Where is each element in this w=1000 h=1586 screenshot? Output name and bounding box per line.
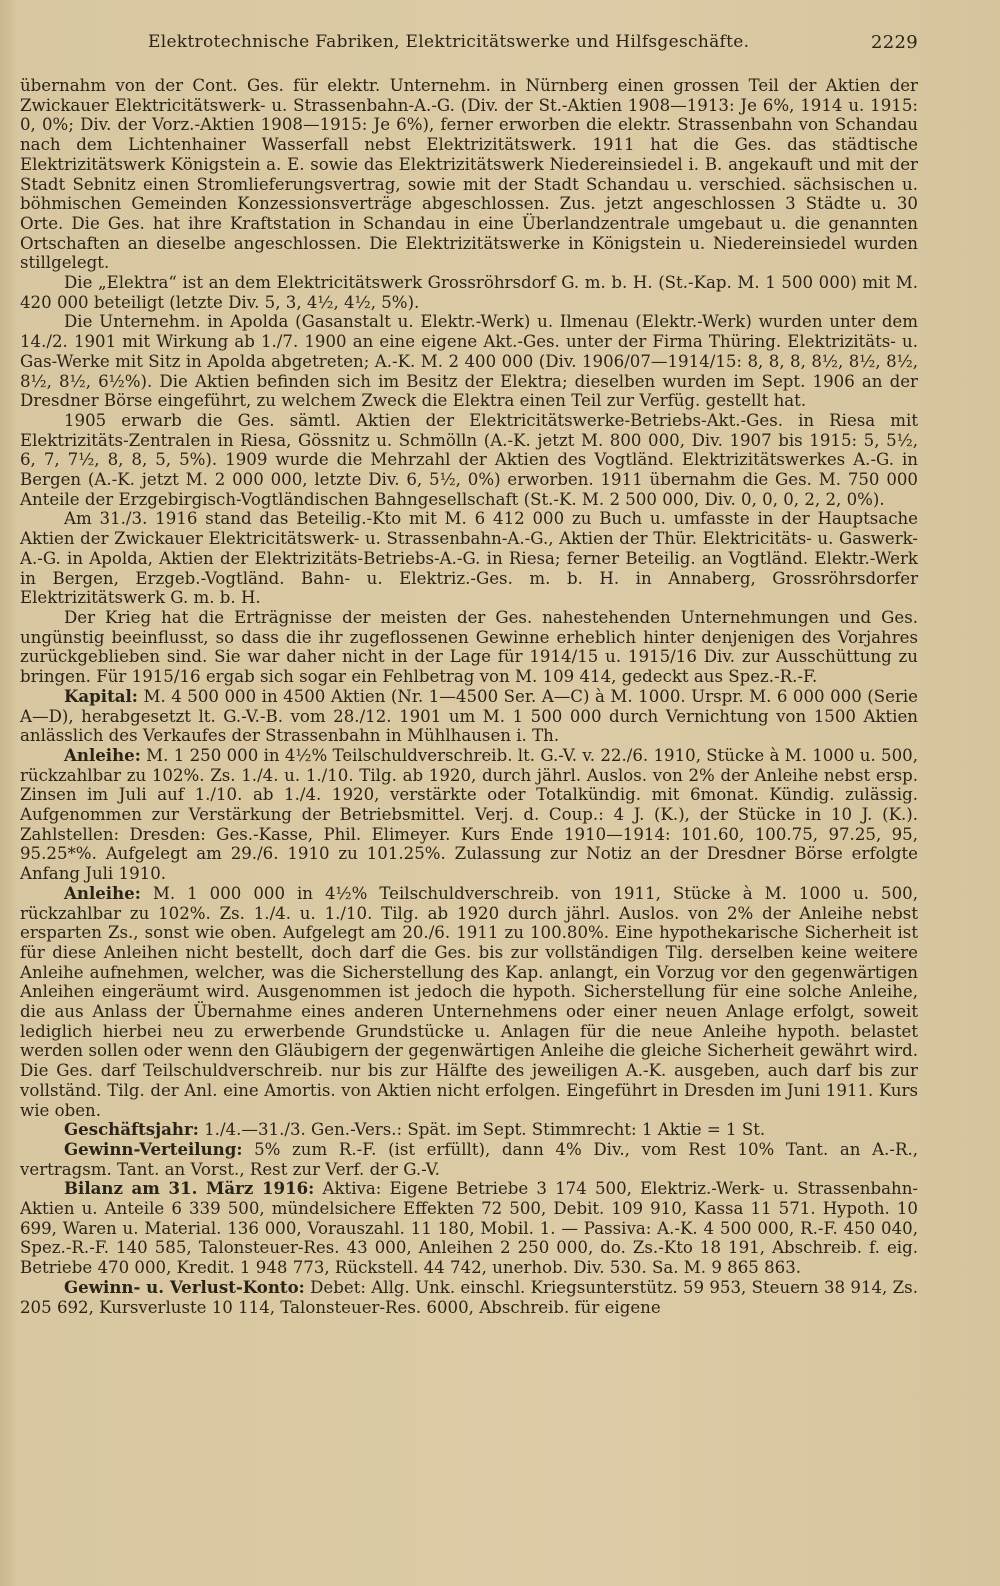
section-label: Anleihe: bbox=[64, 744, 141, 765]
paragraph-bilanz: Bilanz am 31. März 1916: Aktiva: Eigene Betriebe 3 174 500, Elektriz.-Werk- u. Strassenbahn-Aktien u. Anteile 6 339 500, mündelsichere Effekten 72 500, Debit. 109 910, Kassa 11 571. Hypoth. 10 699, Waren u. Material. 136 000, Vorauszahl. 11 180, Mobil. 1. — Passiva: A.-K. 4 500 000, R.-F. 450 040, Spez.-R.-F. 140 585, Talonsteuer-Res. 43 000, Anleihen 2 250 000, do. Zs.-Kto 18 191, Abschreib. f. eig. Betriebe 470 000, Kredit. 1 948 773, Rückstell. 44 742, unerhob. Div. 530. Sa. M. 9 865 863. bbox=[20, 1178, 918, 1278]
running-title: Elektrotechnische Fabriken, Elektricitätswerke und Hilfsgeschäfte. bbox=[148, 32, 750, 52]
paragraph: Am 31./3. 1916 stand das Beteilig.-Kto mit M. 6 412 000 zu Buch u. umfasste in der Hauptsache Aktien der Zwickauer Elektricitätswerk- u. Strassenbahn-A.-G., Aktien der Thür. Elektricitäts- u. Gaswerk-A.-G. in Apolda, Aktien der Elektrizitäts-Betriebs-A.-G. in Riesa; ferner Beteilig. an Vogtländ. Elektr.-Werk in Bergen, Erzgeb.-Vogtländ. Bahn- u. Elektriz.-Ges. m. b. H. in Annaberg, Grossröhrsdorfer Elektrizitätswerk G. m. b. H. bbox=[20, 509, 918, 608]
section-label: Gewinn- u. Verlust-Konto: bbox=[64, 1276, 305, 1297]
paragraph-anleihe-1: Anleihe: M. 1 250 000 in 4½% Teilschuldverschreib. lt. G.-V. v. 22./6. 1910, Stücke à M. 1000 u. 500, rückzahlbar zu 102%. Zs. 1./4. u. 1./10. Tilg. ab 1920, durch jährl. Auslos. von 2% der Anleihe nebst ersp. Zinsen im Juli auf 1./10. ab 1./4. 1920, verstärkte oder Totalkündig. mit 6monat. Kündig. zulässig. Aufgenommen zur Verstärkung der Betriebsmittel. Verj. d. Coup.: 4 J. (K.), der Stücke in 10 J. (K.). Zahlstellen: Dresden: Ges.-Kasse, Phil. Elimeyer. Kurs Ende 1910—1914: 101.60, 100.75, 97.25, 95, 95.25*%. Aufgelegt am 29./6. 1910 zu 101.25%. Zulassung zur Notiz an der Dresdner Börse erfolgte Anfang Juli 1910. bbox=[20, 744, 918, 884]
body-text bbox=[20, 76, 918, 1317]
section-label: Anleihe: bbox=[64, 882, 141, 903]
page-number: 2229 bbox=[870, 32, 918, 53]
paragraph-kapital: Kapital: M. 4 500 000 in 4500 Aktien (Nr. 1—4500 Ser. A—C) à M. 1000. Urspr. M. 6 000 000 (Serie A—D), herabgesetzt lt. G.-V.-B. vom 28./12. 1901 um M. 1 500 000 durch Vernichtung von 1500 Aktien anlässlich des Verkaufes der Strassenbahn in Mühlhausen i. Th. bbox=[20, 685, 918, 746]
page-header bbox=[20, 32, 918, 58]
paragraph: Die Unternehm. in Apolda (Gasanstalt u. Elektr.-Werk) u. Ilmenau (Elektr.-Werk) wurden unter dem 14./2. 1901 mit Wirkung ab 1./7. 1900 an eine eigene Akt.-Ges. unter der Firma Thüring. Elektrizitäts- u. Gas-Werke mit Sitz in Apolda abgetreten; A.-K. M. 2 400 000 (Div. 1906/07—1914/15: 8, 8, 8, 8½, 8½, 8½, 8½, 8½, 6½%). Die Aktien befinden sich im Besitz der Elektra; dieselben wurden im Sept. 1906 an der Dresdner Börse eingeführt, zu welchem Zweck die Elektra einen Teil zur Verfüg. gestellt hat. bbox=[20, 312, 918, 411]
paragraph-gewinn-verteilung: Gewinn-Verteilung: 5% zum R.-F. (ist erfüllt), dann 4% Div., vom Rest 10% Tant. an A.-R., vertragsm. Tant. an Vorst., Rest zur Verf. der G.-V. bbox=[20, 1138, 919, 1179]
paragraph: übernahm von der Cont. Ges. für elektr. Unternehm. in Nürnberg einen grossen Teil der Aktien der Zwickauer Elektricitätswerk- u. Strassenbahn-A.-G. (Div. der St.-Aktien 1908—1913: Je 6%, 1914 u. 1915: 0, 0%; Div. der Vorz.-Aktien 1908—1915: Je 6%), ferner erworben die elektr. Strassenbahn von Schandau nach dem Lichtenhainer Wasserfall nebst Elektrizitätswerk. 1911 hat die Ges. das städtische Elektrizitätswerk Königstein a. E. sowie das Elektrizitätswerk Niedereinsiedel i. B. angekauft und mit der Stadt Sebnitz einen Stromlieferungsvertrag, sowie mit der Stadt Schandau u. verschied. sächsischen u. böhmischen Gemeinden Konzessionsverträge abgeschlossen. Zus. jetzt angeschlossen 3 Städte u. 30 Orte. Die Ges. hat ihre Kraftstation in Schandau in eine Überlandzentrale umgebaut u. die genannten Ortschaften an dieselbe angeschlossen. Die Elektrizitätswerke in Königstein u. Niedereinsiedel wurden stillgelegt. bbox=[20, 76, 918, 273]
paragraph-anleihe-2: Anleihe: M. 1 000 000 in 4½% Teilschuldverschreib. von 1911, Stücke à M. 1000 u. 500, rückzahlbar zu 102%. Zs. 1./4. u. 1./10. Tilg. ab 1920 durch jährl. Auslos. von 2% der Anleihe nebst ersparten Zs., sonst wie oben. Aufgelegt am 20./6. 1911 zu 100.80%. Eine hypothekarische Sicherheit ist für diese Anleihen nicht bestellt, doch darf die Ges. bis zur vollständigen Tilg. derselben keine weitere Anleihe aufnehmen, welcher, was die Sicherstellung des Kap. anlangt, ein Vorzug vor den gegenwärtigen Anleihen eingeräumt wird. Ausgenommen ist jedoch die hypoth. Sicherstellung für eine solche Anleihe, die aus Anlass der Übernahme eines anderen Unternehmens oder einer neuen Anlage erfolgt, soweit lediglich hierbei neu zu erwerbende Grundstücke u. Anlagen für die neue Anleihe hypoth. belastet werden sollen oder wenn den Gläubigern der gegenwärtigen Anleihe die gleiche Sicherheit gewährt wird. Die Ges. darf Teilschuldverschreib. nur bis zur Hälfte des jeweiligen A.-K. ausgeben, auch darf bis zur vollständ. Tilg. der Anl. eine Amortis. von Aktien nicht erfolgen. Eingeführt in Dresden im Juni 1911. Kurs wie oben. bbox=[20, 882, 918, 1120]
paragraph: Die „Elektra“ ist an dem Elektricitätswerk Grossröhrsdorf G. m. b. H. (St.-Kap. M. 1 500 000) mit M. 420 000 beteiligt (letzte Div. 5, 3, 4½, 4½, 5%). bbox=[20, 273, 918, 312]
section-label: Geschäftsjahr: bbox=[64, 1119, 199, 1140]
section-label: Kapital: bbox=[64, 685, 138, 706]
section-label: Gewinn-Verteilung: bbox=[64, 1138, 243, 1159]
section-label: Bilanz am 31. März 1916: bbox=[64, 1178, 315, 1199]
paragraph: 1905 erwarb die Ges. sämtl. Aktien der Elektricitätswerke-Betriebs-Akt.-Ges. in Riesa mit Elektrizitäts-Zentralen in Riesa, Gössnitz u. Schmölln (A.-K. jetzt M. 800 000, Div. 1907 bis 1915: 5, 5½, 6, 7, 7½, 8, 8, 5, 5%). 1909 wurde die Mehrzahl der Aktien des Vogtländ. Elektrizitätswerkes A.-G. in Bergen (A.-K. jetzt M. 2 000 000, letzte Div. 6, 5½, 0%) erworben. 1911 übernahm die Ges. M. 750 000 Anteile der Erzgebirgisch-Vogtländischen Bahngesellschaft (St.-K. M. 2 500 000, Div. 0, 0, 0, 2, 2, 0%). bbox=[20, 410, 918, 509]
paragraph: Der Krieg hat die Erträgnisse der meisten der Ges. nahestehenden Unternehmungen und Ges. ungünstig beeinflusst, so dass die ihr zugeflossenen Gewinne erheblich hinter denjenigen des Vorjahres zurückgeblieben sind. Sie war daher nicht in der Lage für 1914/15 u. 1915/16 Div. zur Ausschüttung zu bringen. Für 1915/16 ergab sich sogar ein Fehlbetrag von M. 109 414, gedeckt aus Spez.-R.-F. bbox=[20, 607, 918, 687]
paragraph-geschaeftsjahr: Geschäftsjahr: 1./4.—31./3. Gen.-Vers.: Spät. im Sept. Stimmrecht: 1 Aktie = 1 St. bbox=[64, 1119, 766, 1140]
paragraph-gewinn-verlust: Gewinn- u. Verlust-Konto: Debet: Allg. Unk. einschl. Kriegsunterstütz. 59 953, Steuern 38 914, Zs. 205 692, Kursverluste 10 114, Talonsteuer-Res. 6000, Abschreib. für eigene bbox=[20, 1276, 918, 1317]
